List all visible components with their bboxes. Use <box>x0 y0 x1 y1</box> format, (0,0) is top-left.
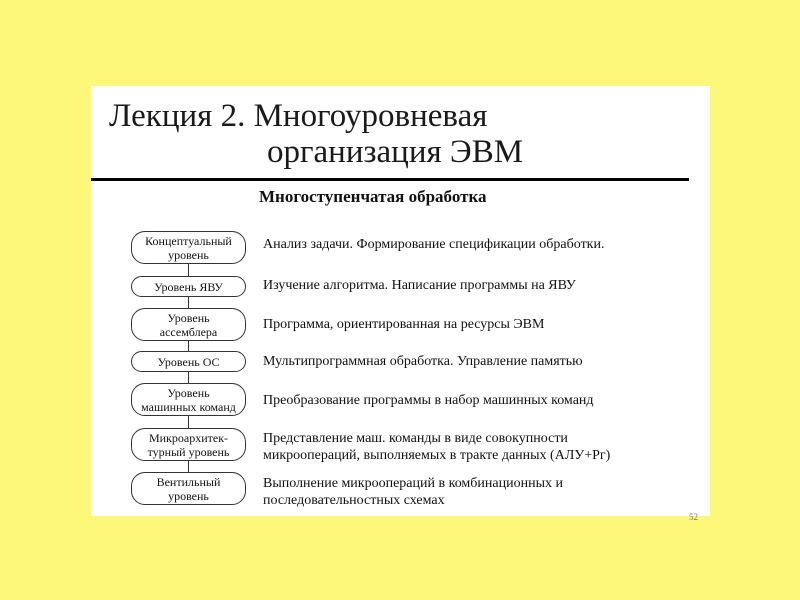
level-description-assembler: Программа, ориентированная на ресурсы ЭВМ <box>263 317 545 332</box>
level-box-assembler: Уровень ассемблера <box>131 308 246 341</box>
level-box-hll: Уровень ЯВУ <box>131 276 246 297</box>
slide-title <box>109 98 524 170</box>
title-divider <box>91 178 689 181</box>
level-description-hll: Изучение алгоритма. Написание программы на ЯВУ <box>263 278 576 293</box>
slide <box>91 86 710 522</box>
title-line-1: Лекция 2. Многоуровневая <box>109 98 488 134</box>
level-box-microarchitecture: Микроархитек- турный уровень <box>131 428 246 461</box>
level-description-microarchitecture: Представление маш. команды в виде совокупности микроопераций, выполняемых в тракте данных (АЛУ+Рг) <box>263 431 611 463</box>
level-box-gate: Вентильный уровень <box>131 472 246 505</box>
slide-subtitle: Многоступенчатая обработка <box>259 187 487 206</box>
level-box-conceptual: Концептуальный уровень <box>131 231 246 264</box>
level-description-os: Мультипрограммная обработка. Управление памятью <box>263 354 583 369</box>
level-box-os: Уровень ОС <box>131 351 246 372</box>
level-box-machine-instructions: Уровень машинных команд <box>131 383 246 416</box>
level-description-conceptual: Анализ задачи. Формирование спецификации обработки. <box>263 237 605 252</box>
level-description-gate: Выполнение микроопераций в комбинационных и последовательностных схемах <box>263 476 563 508</box>
page-number: 52 <box>689 512 698 522</box>
title-line-2: организация ЭВМ <box>267 134 524 170</box>
level-description-machine-instructions: Преобразование программы в набор машинных команд <box>263 393 594 408</box>
